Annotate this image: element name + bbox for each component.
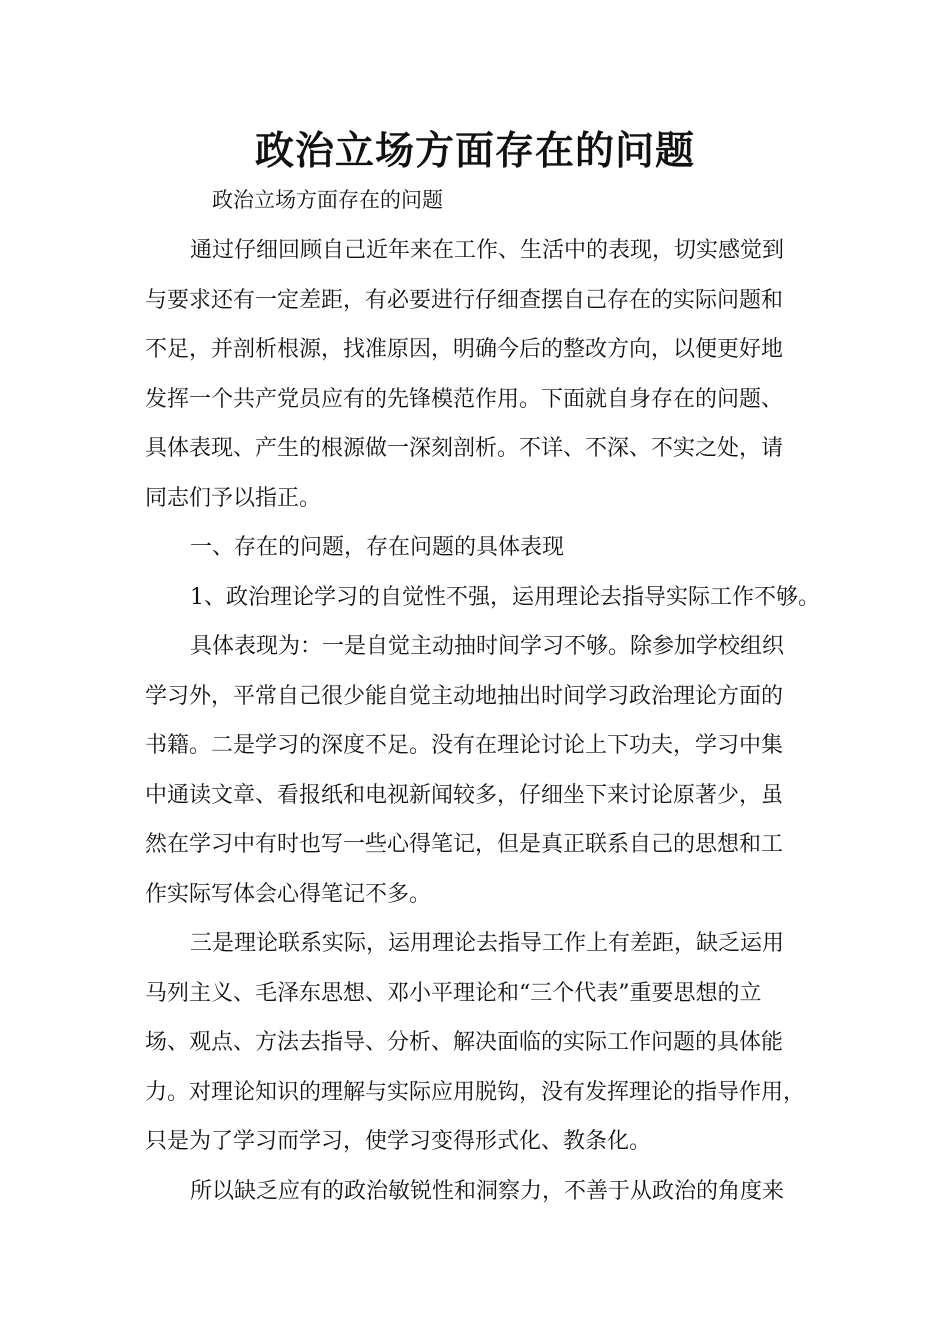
paragraph-consequence: 所以缺乏应有的政治敏锐性和洞察力，不善于从政治的角度来	[190, 1178, 785, 1204]
paragraph-point-three: 三是理论联系实际，运用理论去指导工作上有差距，缺乏运用 马列主义、毛泽东思想、邓小平理论和“三个代表”重要思想的立 场、观点、方法去指导、分析、解决面临的实际工作问题的具体能 力。对理论知识的理解与实际应用脱钩，没有发挥理论的指导作用， 只是为了学习而学习，使学习变得形式化、教条化。	[145, 931, 806, 1154]
document-subtitle: 政治立场方面存在的问题	[212, 188, 443, 212]
paragraph-intro: 通过仔细回顾自己近年来在工作、生活中的表现，切实感觉到 与要求还有一定差距，有必要进行仔细查摆自己存在的实际问题和 不足，并剖析根源，找准原因，明确今后的整改方向，以便更好地 发挥一个共产党员应有的先锋模范作用。下面就自身存在的问题、 具体表现、产生的根源做一深刻剖析。不详、不深、不实之处，请 同志们予以指正。	[145, 238, 785, 511]
paragraph-item-1: 1、政治理论学习的自觉性不强，运用理论去指导实际工作不够。	[190, 584, 820, 610]
paragraph-section-heading: 一、存在的问题，存在问题的具体表现	[190, 535, 565, 560]
document-body	[145, 226, 825, 1216]
paragraph-specifics: 具体表现为：一是自觉主动抽时间学习不够。除参加学校组织 学习外，平常自己很少能自觉主动地抽出时间学习政治理论方面的 书籍。二是学习的深度不足。没有在理论讨论上下功夫，学习中集 中通读文章、看报纸和电视新闻较多，仔细坐下来讨论原著少，虽 然在学习中有时也写一些心得笔记，但是真正联系自己的思想和工 作实际写体会心得笔记不多。	[145, 634, 785, 907]
document-title: 政治立场方面存在的问题	[254, 129, 695, 174]
